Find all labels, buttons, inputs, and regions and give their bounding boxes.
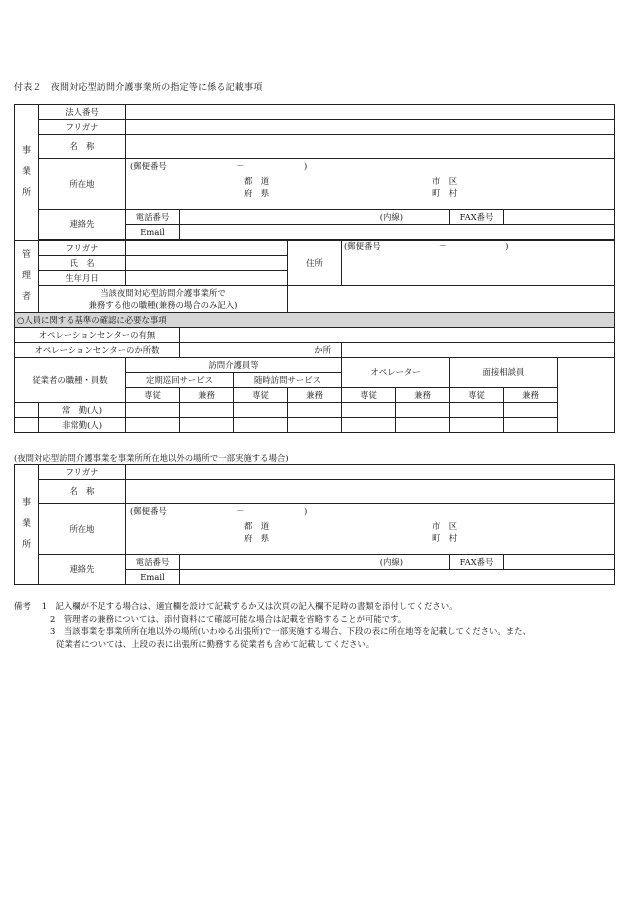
hijokin-cell[interactable]	[396, 418, 450, 433]
houmon-kaigoin-header: 訪問介護員等	[126, 358, 342, 373]
fax-label: FAX番号	[450, 210, 504, 225]
jokin-cell[interactable]	[180, 403, 234, 418]
branch-form-table	[14, 464, 615, 585]
jokin-cell[interactable]	[504, 403, 558, 418]
operator-center-umu-label: オペレーションセンターの有無	[15, 328, 180, 343]
jokin-cell[interactable]	[450, 403, 504, 418]
hojin-bango-field[interactable]	[126, 105, 615, 120]
email-label: Email	[126, 225, 180, 240]
shokushu-label: 従業者の職種・員数	[15, 358, 126, 403]
teiki-ken-header: 兼務	[180, 388, 234, 403]
jokin-cell[interactable]	[396, 403, 450, 418]
furigana-label: フリガナ	[39, 120, 126, 135]
kanrisha-furigana-field[interactable]	[126, 241, 288, 256]
hijokin-cell[interactable]	[126, 418, 180, 433]
hijokin-cell[interactable]	[450, 418, 504, 433]
kennin-field[interactable]	[288, 286, 615, 313]
renrakusaki-label: 連絡先	[39, 210, 126, 240]
form-title: 付表２ 夜間対応型訪問介護事業所の指定等に係る記載事項	[14, 83, 263, 93]
operator-center-umu-field[interactable]	[180, 328, 615, 343]
meisho-field[interactable]	[126, 135, 615, 159]
shimei-field[interactable]	[126, 256, 288, 271]
kanrisha-furigana-label: フリガナ	[39, 241, 126, 256]
operator-ken-header: 兼務	[396, 388, 450, 403]
branch-fax-field[interactable]	[504, 555, 615, 570]
jinin-right-blank	[558, 358, 615, 433]
jokin-cell[interactable]	[126, 403, 180, 418]
branch-email-label: Email	[126, 570, 180, 585]
hijokin-cell[interactable]	[288, 418, 342, 433]
jokin-cell[interactable]	[342, 403, 396, 418]
kanrisha-side-label: 管 理 者	[15, 241, 39, 313]
zuiji-header: 随時訪問サービス	[234, 373, 342, 388]
teiki-header: 定期巡回サービス	[126, 373, 234, 388]
operator-center-count-field[interactable]: か所	[180, 343, 342, 358]
jinin-section-heading: ○人員に関する基準の確認に必要な事項	[15, 313, 615, 328]
note-1: 備考 1 記入欄が不足する場合は、適宜欄を設けて記載するか又は次頁の記入欄不足時の書類を添付してください。	[14, 601, 458, 611]
branch-renrakusaki-label: 連絡先	[39, 555, 126, 585]
hijokin-cell[interactable]	[342, 418, 396, 433]
meisho-label: 名 称	[39, 135, 126, 159]
jokin-cell[interactable]	[234, 403, 288, 418]
shozaichi-label: 所在地	[39, 159, 126, 210]
branch-denwa-label: 電話番号	[126, 555, 180, 570]
branch-furigana-label: フリガナ	[39, 465, 126, 480]
branch-side-label: 事 業 所	[15, 465, 39, 585]
main-form-table	[14, 104, 615, 433]
mensetsu-sen-header: 専従	[450, 388, 504, 403]
jokin-spacer	[15, 403, 39, 418]
seinengappi-label: 生年月日	[39, 271, 126, 286]
hijokin-cell[interactable]	[234, 418, 288, 433]
jusho-label: 住所	[288, 241, 342, 286]
hijokin-label: 非常勤(人)	[39, 418, 126, 433]
shimei-label: 氏 名	[39, 256, 126, 271]
denwa-label: 電話番号	[126, 210, 180, 225]
note-3: 3 当該事業を事業所所在地以外の場所(いわゆる出張所)で一部実施する場合、下段の表に所在地等を記載してください。また、	[50, 626, 531, 636]
email-field[interactable]	[180, 225, 615, 240]
mensetsu-ken-header: 兼務	[504, 388, 558, 403]
branch-shozaichi-label: 所在地	[39, 504, 126, 555]
jigyosho-side-label: 事 業 所	[15, 105, 39, 241]
denwa-field[interactable]: (内線)	[180, 210, 450, 225]
seinengappi-field[interactable]	[126, 271, 288, 286]
branch-furigana-field[interactable]	[126, 465, 615, 480]
operator-header: オペレーター	[342, 358, 450, 388]
jokin-label: 常 勤(人)	[39, 403, 126, 418]
operator-center-count-label: オペレーションセンターのか所数	[15, 343, 180, 358]
operator-sen-header: 専従	[342, 388, 396, 403]
hijokin-spacer	[15, 418, 39, 433]
branch-denwa-field[interactable]: (内線)	[180, 555, 450, 570]
zuiji-ken-header: 兼務	[288, 388, 342, 403]
branch-fax-label: FAX番号	[450, 555, 504, 570]
furigana-field[interactable]	[126, 120, 615, 135]
mensetsu-header: 面接相談員	[450, 358, 558, 388]
teiki-sen-header: 専従	[126, 388, 180, 403]
hijokin-cell[interactable]	[504, 418, 558, 433]
branch-shozaichi-field[interactable]: (郵便番号 － ) 都 道 府 県 市 区 町 村	[126, 504, 615, 555]
hijokin-cell[interactable]	[180, 418, 234, 433]
note-3-cont: 従業者については、上段の表に出張所に勤務する従業者も含めて記載してください。	[56, 638, 375, 649]
shozaichi-field[interactable]: (郵便番号 － ) 都 道 府 県 市 区 町 村	[126, 159, 615, 210]
jusho-field[interactable]: (郵便番号 － )	[342, 241, 615, 286]
zuiji-sen-header: 専従	[234, 388, 288, 403]
operator-center-blank	[342, 343, 615, 358]
notes	[14, 600, 531, 650]
kennin-label: 当該夜間対応型訪問介護事業所で 兼務する他の職種(兼務の場合のみ記入)	[39, 286, 288, 313]
jokin-cell[interactable]	[288, 403, 342, 418]
branch-email-field[interactable]	[180, 570, 615, 585]
note-2: 2 管理者の兼務については、添付資料にて確認可能な場合は記載を省略することが可能です。	[50, 613, 407, 624]
branch-meisho-field[interactable]	[126, 480, 615, 504]
branch-heading: (夜間対応型訪問介護事業を事業所所在地以外の場所で一部実施する場合)	[14, 453, 289, 463]
hojin-bango-label: 法人番号	[39, 105, 126, 120]
fax-field[interactable]	[504, 210, 615, 225]
branch-meisho-label: 名 称	[39, 480, 126, 504]
